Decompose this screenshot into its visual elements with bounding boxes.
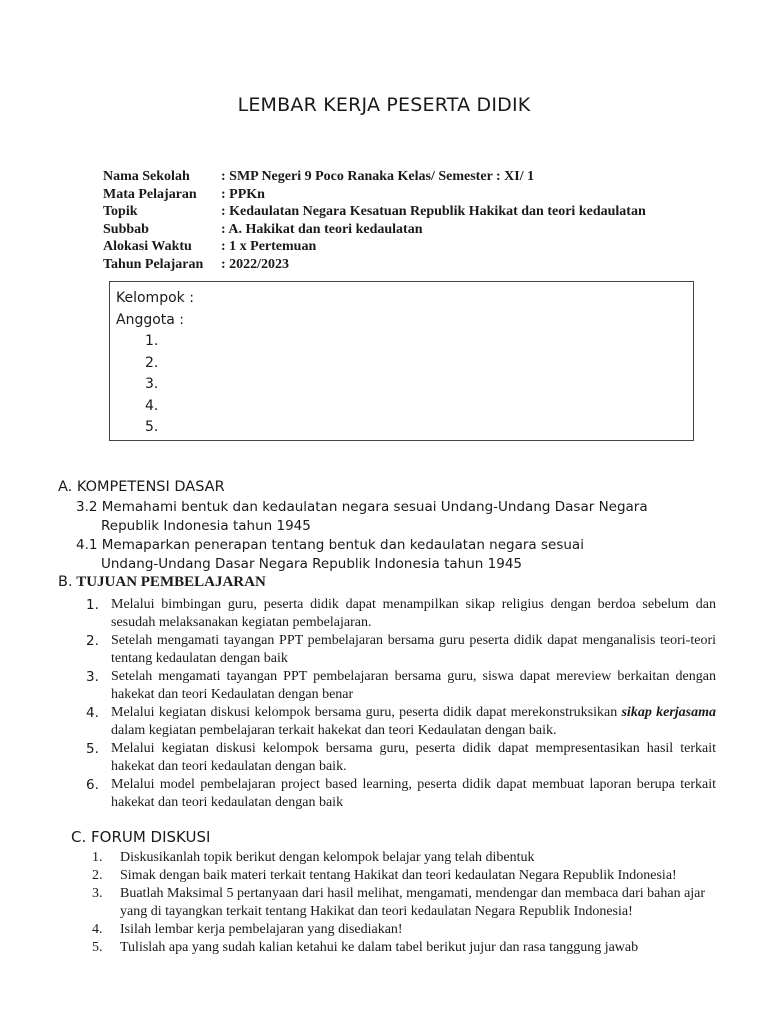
item-number: 4.: [86, 705, 99, 721]
list-item: [92, 939, 728, 957]
item-number: 4.: [92, 922, 103, 937]
item-text: Melalui bimbingan guru, peserta didik dapat menampilkan sikap religius dengan berdoa sebelum dan sesudah melaksanakan kegiatan pembelajaran.: [111, 597, 716, 630]
item-number: 2.: [92, 868, 103, 883]
info-label: Nama Sekolah: [103, 169, 190, 184]
info-row-time: [103, 238, 646, 256]
competency-item: [76, 498, 648, 536]
list-item: [86, 740, 716, 776]
item-number: 1.: [86, 597, 99, 613]
info-label: Alokasi Waktu: [103, 239, 192, 255]
list-item: [86, 776, 716, 812]
list-item: [86, 704, 716, 740]
competency-line: Republik Indonesia tahun 1945: [101, 518, 311, 534]
competency-line: 4.1 Memaparkan penerapan tentang bentuk dan kedaulatan negara sesuai: [76, 537, 584, 553]
group-label: Kelompok :: [116, 290, 194, 306]
item-text: Tulislah apa yang sudah kalian ketahui ke dalam tabel berikut jujur dan rasa tanggung jawab: [120, 940, 639, 955]
section-letter: B.: [58, 574, 73, 590]
item-text: Melalui model pembelajaran project based learning, peserta didik dapat membuat laporan berupa terkait hakekat dan teori kedaulatan dengan baik: [111, 777, 716, 810]
objectives-list: [86, 596, 716, 812]
info-value: : 1 x Pertemuan: [221, 239, 317, 255]
section-c-heading: C. FORUM DISKUSI: [71, 828, 211, 846]
item-text: Isilah lembar kerja pembelajaran yang disediakan!: [120, 922, 403, 937]
info-value: : A. Hakikat dan teori kedaulatan: [221, 221, 423, 237]
info-label: Subbab: [103, 221, 149, 237]
item-text: Melalui kegiatan diskusi kelompok bersama guru, peserta didik dapat merekonstruksikan: [111, 705, 622, 720]
info-row-subchapter: [103, 221, 646, 239]
info-label: Topik: [103, 204, 138, 220]
discussion-list: [92, 849, 728, 957]
document-title: LEMBAR KERJA PESERTA DIDIK: [237, 94, 531, 116]
info-value: : Kedaulatan Negara Kesatuan Republik Hakikat dan teori kedaulatan: [221, 204, 646, 220]
item-number: 5.: [86, 741, 99, 757]
item-number: 3.: [86, 669, 99, 685]
info-value: : SMP Negeri 9 Poco Ranaka Kelas/ Semester : XI/ 1: [221, 169, 535, 184]
item-text: Setelah mengamati tayangan PPT pembelajaran bersama guru, siswa dapat mereview berkaitan dengan hakekat dan teori Kedaulatan dengan benar: [111, 669, 716, 702]
item-text: dalam kegiatan pembelajaran terkait hakekat dan teori Kedaulatan dengan baik.: [111, 723, 557, 738]
info-value: : 2022/2023: [221, 256, 290, 272]
list-item: [86, 668, 716, 704]
group-members-box: [109, 281, 694, 441]
members-label: Anggota :: [116, 311, 185, 328]
competency-list: [76, 498, 648, 574]
info-row-school: [103, 168, 646, 186]
item-text: Simak dengan baik materi terkait tentang Hakikat dan teori kedaulatan Negara Republik Indonesia!: [120, 868, 677, 883]
item-number: 3.: [92, 886, 103, 901]
list-item: [86, 632, 716, 668]
info-row-topic: [103, 203, 646, 221]
competency-item: [76, 536, 648, 574]
identity-table: [103, 168, 646, 274]
item-number: 5.: [92, 940, 103, 955]
list-item: [86, 596, 716, 632]
member-line: 1.: [145, 333, 159, 349]
info-row-subject: [103, 186, 646, 204]
info-value: : PPKn: [221, 186, 265, 202]
item-text: Setelah mengamati tayangan PPT pembelajaran bersama guru peserta didik dapat menganalisis teori-teori tentang kedaulatan dengan baik: [111, 633, 716, 666]
item-number: 6.: [86, 777, 99, 793]
list-item: [92, 849, 728, 867]
info-label: Mata Pelajaran: [103, 186, 197, 202]
section-title: TUJUAN PEMBELAJARAN: [76, 574, 266, 590]
list-item: [92, 921, 728, 939]
item-text: Melalui kegiatan diskusi kelompok bersama guru, peserta didik dapat mempresentasikan hasil terkait hakekat dan teori kedaulatan dengan baik.: [111, 741, 716, 774]
info-row-year: [103, 256, 646, 274]
list-item: [92, 867, 728, 885]
member-line: 4.: [145, 397, 159, 414]
item-number: 2.: [86, 633, 99, 649]
competency-line: 3.2 Memahami bentuk dan kedaulatan negara sesuai Undang-Undang Dasar Negara: [76, 499, 648, 515]
list-item: [92, 885, 728, 921]
item-text: Buatlah Maksimal 5 pertanyaan dari hasil melihat, mengamati, mendengar dan membaca dari bahan ajar yang di tayangkan terkait tentang Hakikat dan teori kedaulatan Negara Republik Indonesia!: [120, 886, 706, 919]
member-line: 3.: [145, 376, 159, 392]
info-label: Tahun Pelajaran: [103, 256, 204, 272]
competency-line: Undang-Undang Dasar Negara Republik Indonesia tahun 1945: [101, 556, 522, 572]
emphasis-text: sikap kerjasama: [621, 705, 716, 720]
item-text: Diskusikanlah topik berikut dengan kelompok belajar yang telah dibentuk: [120, 850, 535, 865]
section-a-heading: A. KOMPETENSI DASAR: [58, 479, 225, 495]
section-b-heading: [58, 574, 266, 591]
member-line: 2.: [145, 354, 159, 371]
item-number: 1.: [92, 850, 103, 865]
member-line: 5.: [145, 419, 159, 435]
